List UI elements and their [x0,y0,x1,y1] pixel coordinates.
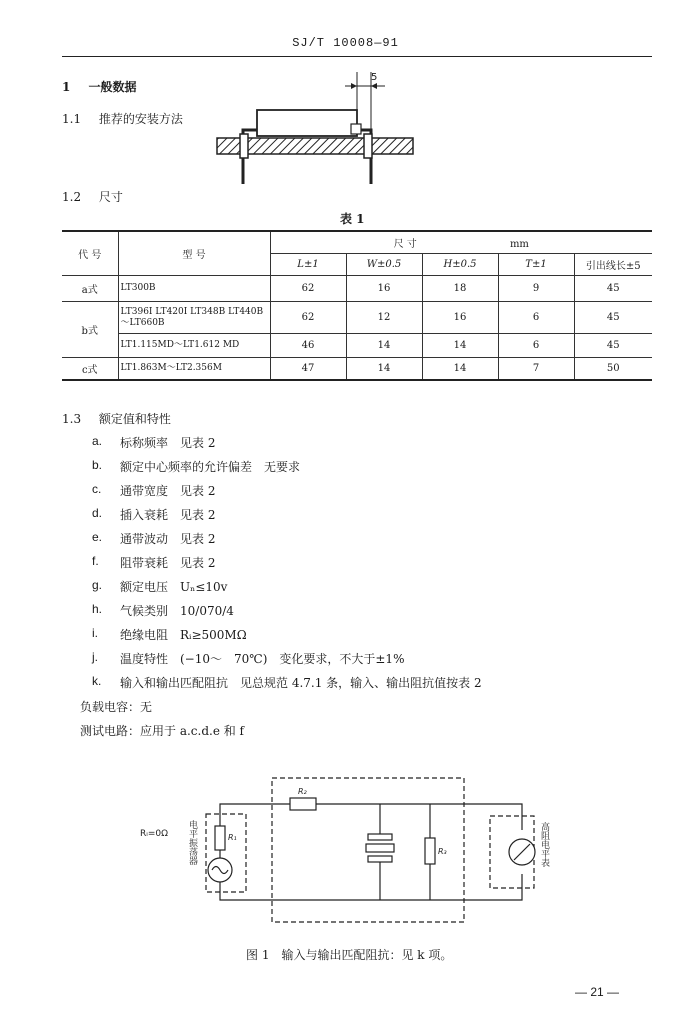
item-text: 通带宽度 见表 2 [120,484,216,498]
item-mark: c. [92,482,102,496]
cell-value: 47 [270,358,346,381]
cell-value: 6 [498,302,574,334]
header-dims [270,231,652,254]
dim-label: 5 [371,72,378,83]
section-number: 1.3 [62,412,82,426]
figure-caption: 图 1 输入与输出匹配阻抗：见 k 项。 [246,948,453,962]
cell-value: 14 [422,334,498,358]
item-text: 额定电压 Uₙ≤10v [120,580,228,594]
item-mark: h. [92,602,103,616]
cell-value: 62 [270,276,346,302]
item-mark: j. [92,650,98,664]
cell-value: 12 [346,302,422,334]
cell-code: c式 [62,358,118,381]
item-mark: k. [92,674,102,688]
item-mark: b. [92,458,103,472]
section-number: 1 [62,80,71,94]
item-mark: a. [92,434,103,448]
header-lead-length: 引出线长±5 [574,254,652,276]
cell-model: LT1.863M～LT2.356M [118,358,270,381]
cell-value: 16 [346,276,422,302]
header-rule [62,56,652,57]
item-mark: d. [92,506,103,520]
item-mark: e. [92,530,103,544]
r1-label: R₁ [228,833,237,842]
item-text: 标称频率 见表 2 [120,436,216,450]
cell-value: 7 [498,358,574,381]
item-text: 插入衰耗 见表 2 [120,508,216,522]
meter-label: 高阻电平表 [539,822,549,867]
table-caption: 表 1 [340,212,365,226]
load-capacitance: 负载电容：无 [80,700,153,714]
r3-label: R₃ [438,847,447,856]
generator-label: 电平振荡器 [187,820,197,865]
cell-model: LT300B [118,276,270,302]
crystal-top [368,834,392,840]
header-h: H±0.5 [422,254,498,276]
item-text: 阻带衰耗 见表 2 [120,556,216,570]
cell-value: 45 [574,302,652,334]
cell-code: b式 [62,302,118,358]
section-1-3-heading [62,410,171,427]
item-text: 温度特性 (−10～ 70℃) 变化要求，不大于±1% [120,652,405,666]
cell-code: a式 [62,276,118,302]
section-1-heading [62,78,137,95]
r2-resistor [290,798,316,810]
section-number: 1.1 [62,112,82,126]
item-mark: g. [92,578,103,592]
cell-value: 14 [346,334,422,358]
mounting-diagram [205,66,425,190]
item-text: 绝缘电阻 Rᵢ≥500MΩ [120,628,247,642]
dimensions-table [62,230,652,381]
section-title: 一般数据 [88,80,137,94]
section-title: 推荐的安装方法 [98,112,183,126]
crystal-bottom [368,856,392,862]
section-title: 尺寸 [98,190,123,204]
section-title: 额定值和特性 [98,412,171,426]
cell-model: LT1.115MD～LT1.612 MD [118,334,270,358]
r2-label: R₂ [298,787,307,796]
cell-value: 50 [574,358,652,381]
test-circuit-diagram [140,770,580,930]
r1-resistor [215,826,225,850]
cell-value: 14 [346,358,422,381]
header-code: 代 号 [62,231,118,276]
r3-resistor [425,838,435,864]
header-t: T±1 [498,254,574,276]
cell-value: 62 [270,302,346,334]
item-mark: i. [92,626,98,640]
header-w: W±0.5 [346,254,422,276]
cell-value: 18 [422,276,498,302]
cell-value: 45 [574,334,652,358]
cell-value: 9 [498,276,574,302]
filter-body [257,110,357,136]
unit-label: mm [509,239,529,250]
dims-label: 尺 寸 [393,239,417,250]
item-text: 气候类别 10/070/4 [120,604,234,618]
test-circuit-note: 测试电路：应用于 a.c.d.e 和 f [80,724,244,738]
item-mark: f. [92,554,99,568]
standard-number: SJ/T 10008—91 [292,36,399,50]
header-model: 型 号 [118,231,270,276]
header-l: L±1 [270,254,346,276]
section-1-1-heading [62,110,183,127]
cell-model: LT396I LT420I LT348B LT440B～LT660B [118,302,270,334]
cell-value: 16 [422,302,498,334]
page-number: — 21 — [575,985,620,999]
cell-value: 46 [270,334,346,358]
section-1-2-heading [62,188,123,205]
section-number: 1.2 [62,190,82,204]
cell-value: 14 [422,358,498,381]
item-text: 额定中心频率的允许偏差 无要求 [120,460,301,474]
item-text: 输入和输出匹配阻抗 见总规范 4.7.1 条，输入、输出阻抗值按表 2 [120,676,482,690]
cell-value: 6 [498,334,574,358]
item-text: 通带波动 见表 2 [120,532,216,546]
ri-label: Rᵢ=0Ω [140,829,169,839]
cell-value: 45 [574,276,652,302]
